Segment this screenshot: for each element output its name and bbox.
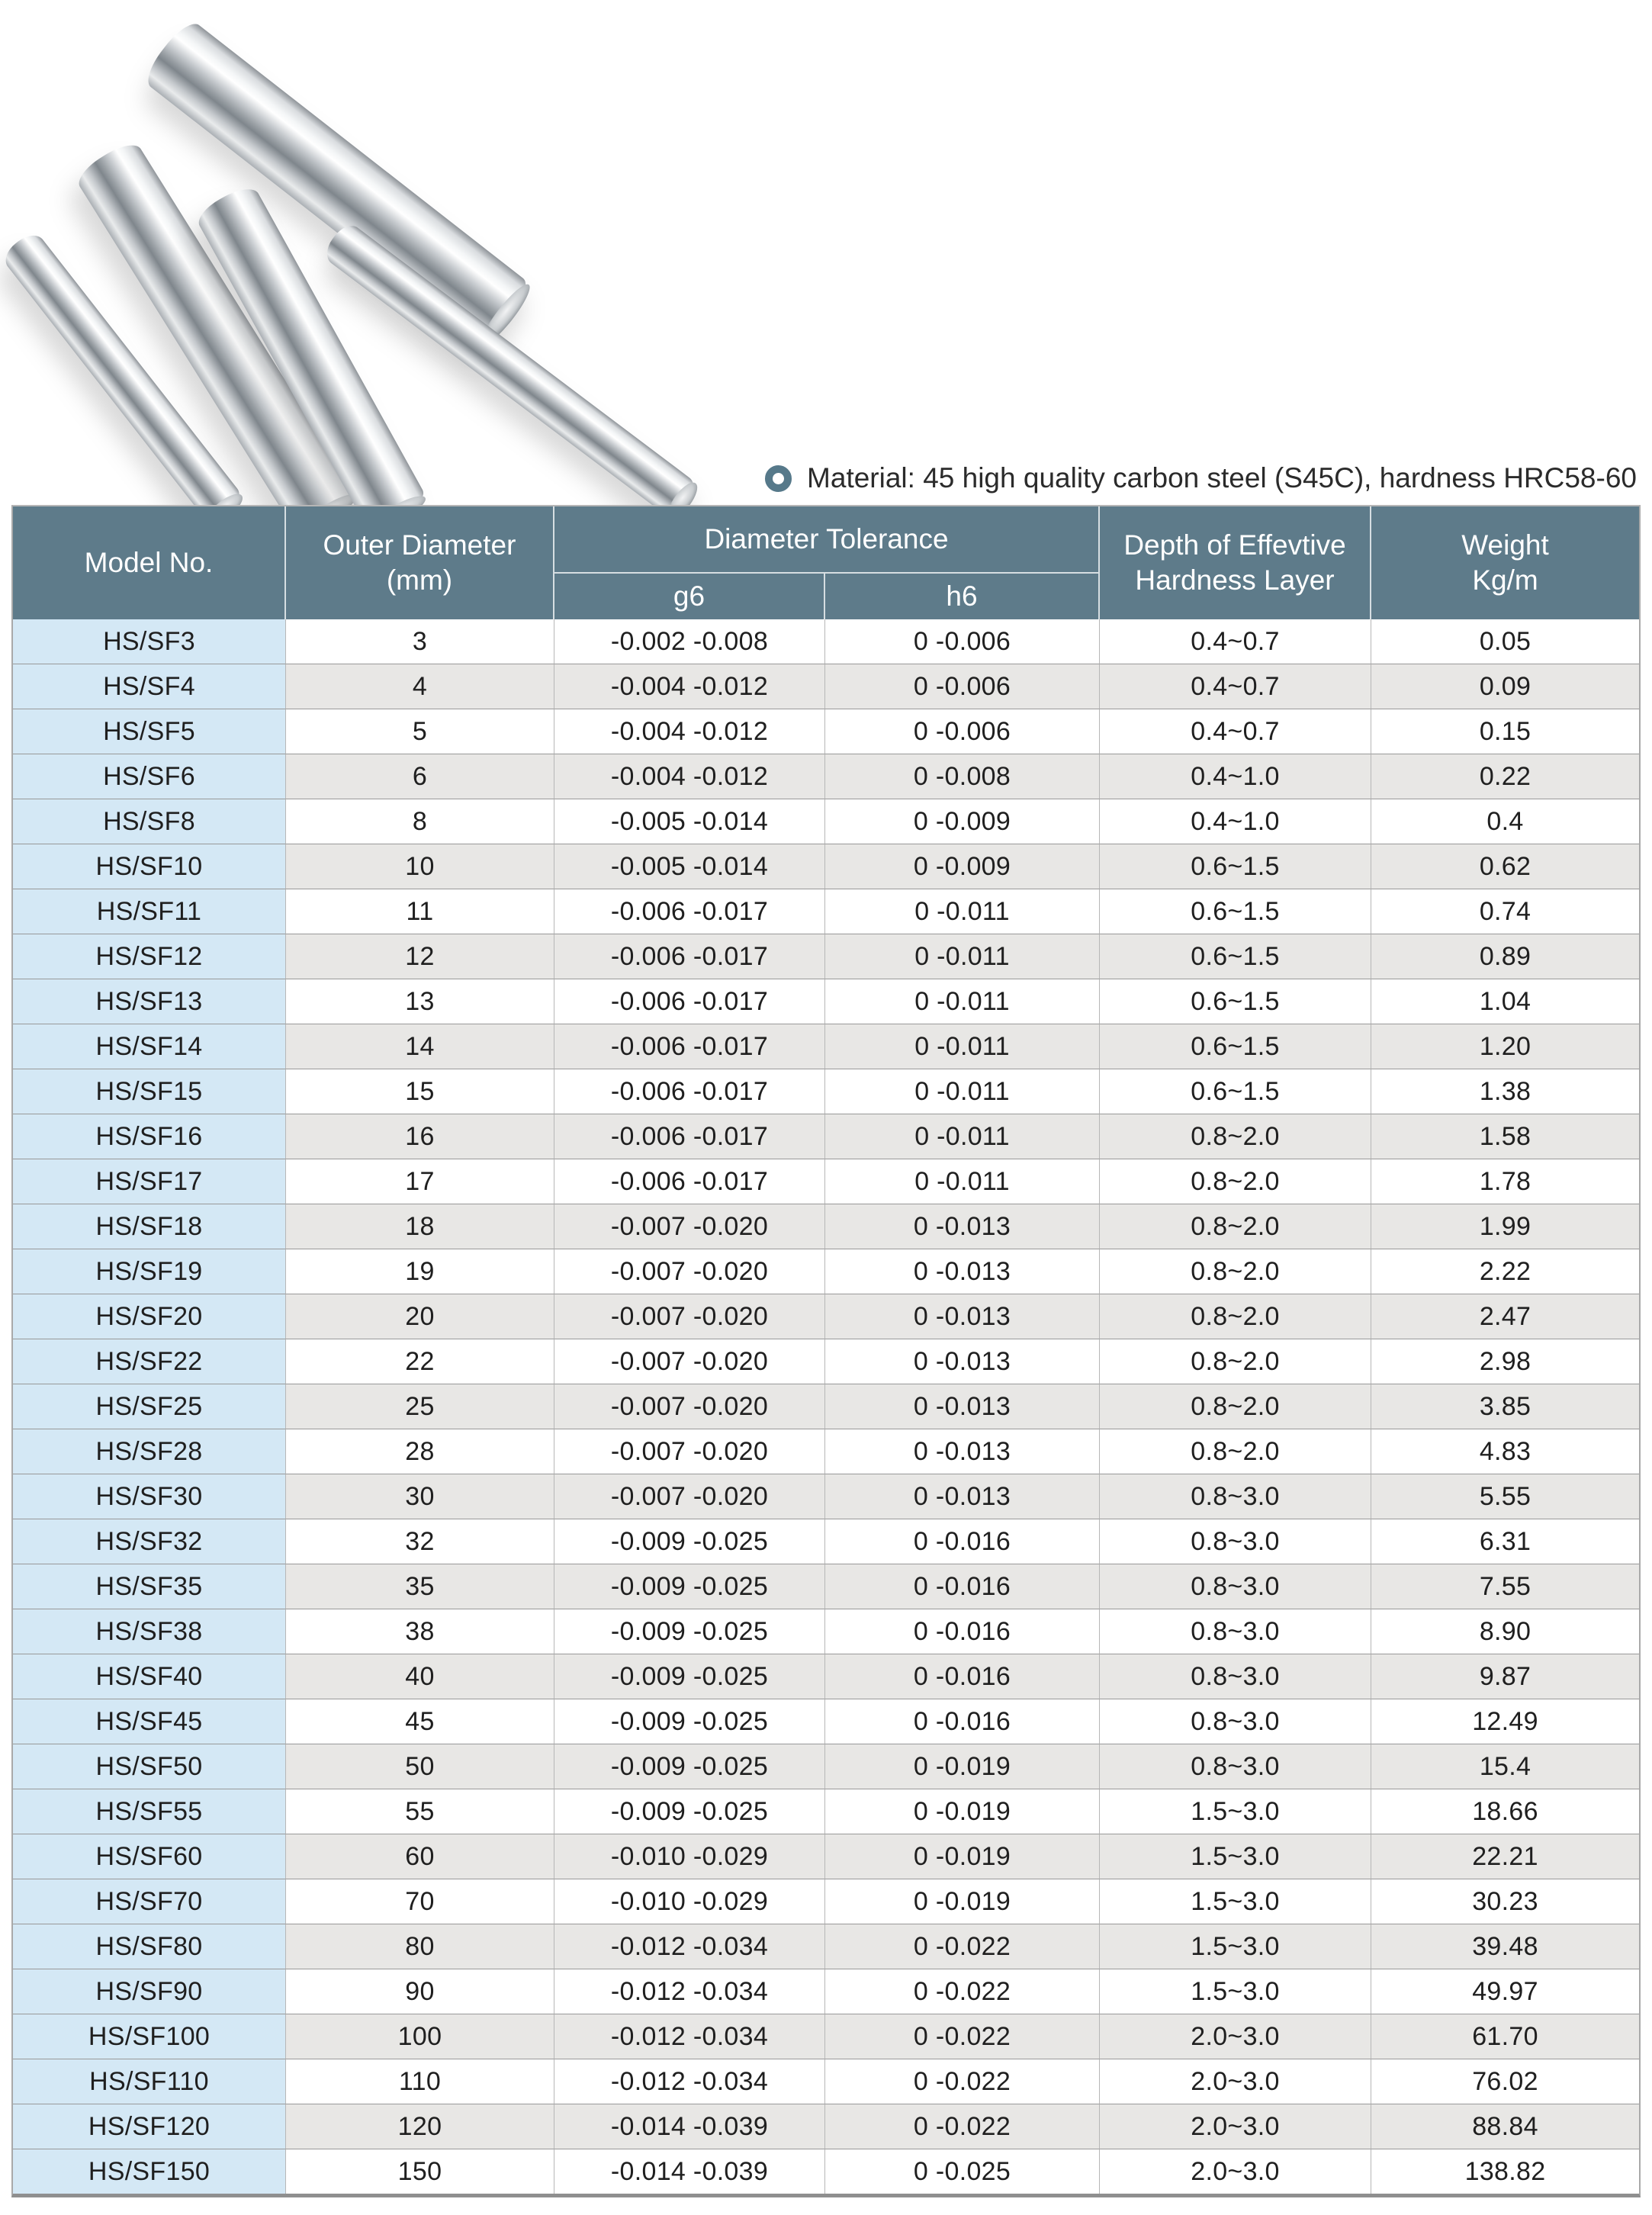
tolerance-h6-cell: 0 -0.011 [825,1024,1100,1069]
tolerance-g6-cell: -0.004 -0.012 [554,709,825,754]
weight-cell: 1.99 [1371,1204,1639,1249]
table-row [13,619,1639,664]
table-row [13,2014,1639,2059]
tolerance-h6-cell: 0 -0.016 [825,1699,1100,1744]
header-outer-diameter: Outer Diameter (mm) [286,506,554,619]
model-cell: HS/SF3 [13,619,286,664]
depth-cell: 1.5~3.0 [1100,1969,1371,2014]
tolerance-h6-cell: 0 -0.019 [825,1744,1100,1789]
tolerance-h6-cell: 0 -0.009 [825,799,1100,844]
tolerance-h6-cell: 0 -0.016 [825,1519,1100,1564]
weight-cell: 0.4 [1371,799,1639,844]
table-row [13,2149,1639,2194]
weight-cell: 88.84 [1371,2104,1639,2149]
tolerance-g6-cell: -0.007 -0.020 [554,1474,825,1519]
tolerance-g6-cell: -0.009 -0.025 [554,1699,825,1744]
tolerance-g6-cell: -0.009 -0.025 [554,1654,825,1699]
depth-cell: 2.0~3.0 [1100,2149,1371,2194]
table-row [13,1069,1639,1114]
tolerance-h6-cell: 0 -0.006 [825,664,1100,709]
outer-diameter-cell: 45 [286,1699,554,1744]
table-row [13,1294,1639,1339]
model-cell: HS/SF13 [13,979,286,1024]
model-cell: HS/SF38 [13,1609,286,1654]
weight-cell: 1.78 [1371,1159,1639,1204]
tolerance-h6-cell: 0 -0.022 [825,1924,1100,1969]
spec-table-frame [11,505,1641,2197]
depth-cell: 1.5~3.0 [1100,1924,1371,1969]
table-row [13,1429,1639,1474]
depth-cell: 1.5~3.0 [1100,1789,1371,1834]
weight-cell: 8.90 [1371,1609,1639,1654]
table-row [13,1384,1639,1429]
outer-diameter-cell: 28 [286,1429,554,1474]
header-weight: Weight Kg/m [1371,506,1639,619]
weight-cell: 0.62 [1371,844,1639,889]
depth-cell: 1.5~3.0 [1100,1834,1371,1879]
outer-diameter-cell: 8 [286,799,554,844]
tolerance-h6-cell: 0 -0.013 [825,1294,1100,1339]
table-row [13,1564,1639,1609]
table-row [13,1834,1639,1879]
tolerance-h6-cell: 0 -0.022 [825,1969,1100,2014]
outer-diameter-cell: 110 [286,2059,554,2104]
model-cell: HS/SF14 [13,1024,286,1069]
product-photo-steel-shafts [0,0,732,519]
weight-cell: 2.98 [1371,1339,1639,1384]
model-cell: HS/SF5 [13,709,286,754]
model-cell: HS/SF80 [13,1924,286,1969]
model-cell: HS/SF20 [13,1294,286,1339]
model-cell: HS/SF4 [13,664,286,709]
depth-cell: 0.6~1.5 [1100,1024,1371,1069]
tolerance-g6-cell: -0.007 -0.020 [554,1429,825,1474]
tolerance-h6-cell: 0 -0.013 [825,1474,1100,1519]
depth-cell: 0.6~1.5 [1100,889,1371,934]
tolerance-g6-cell: -0.007 -0.020 [554,1339,825,1384]
outer-diameter-cell: 50 [286,1744,554,1789]
tolerance-h6-cell: 0 -0.025 [825,2149,1100,2194]
tolerance-g6-cell: -0.004 -0.012 [554,754,825,799]
weight-cell: 0.09 [1371,664,1639,709]
tolerance-g6-cell: -0.006 -0.017 [554,1069,825,1114]
tolerance-g6-cell: -0.006 -0.017 [554,1114,825,1159]
table-row [13,1114,1639,1159]
weight-cell: 4.83 [1371,1429,1639,1474]
depth-cell: 0.8~2.0 [1100,1294,1371,1339]
depth-cell: 0.8~2.0 [1100,1204,1371,1249]
weight-cell: 3.85 [1371,1384,1639,1429]
depth-cell: 0.8~3.0 [1100,1609,1371,1654]
tolerance-g6-cell: -0.009 -0.025 [554,1519,825,1564]
outer-diameter-cell: 15 [286,1069,554,1114]
weight-cell: 6.31 [1371,1519,1639,1564]
weight-cell: 0.15 [1371,709,1639,754]
tolerance-h6-cell: 0 -0.022 [825,2104,1100,2149]
weight-cell: 18.66 [1371,1789,1639,1834]
tolerance-g6-cell: -0.005 -0.014 [554,799,825,844]
outer-diameter-cell: 120 [286,2104,554,2149]
tolerance-h6-cell: 0 -0.016 [825,1609,1100,1654]
table-row [13,1744,1639,1789]
model-cell: HS/SF25 [13,1384,286,1429]
tolerance-h6-cell: 0 -0.019 [825,1879,1100,1924]
model-cell: HS/SF19 [13,1249,286,1294]
weight-cell: 0.74 [1371,889,1639,934]
tolerance-h6-cell: 0 -0.022 [825,2014,1100,2059]
tolerance-h6-cell: 0 -0.013 [825,1339,1100,1384]
model-cell: HS/SF60 [13,1834,286,1879]
depth-cell: 0.4~1.0 [1100,754,1371,799]
model-cell: HS/SF10 [13,844,286,889]
model-cell: HS/SF50 [13,1744,286,1789]
model-cell: HS/SF40 [13,1654,286,1699]
outer-diameter-cell: 22 [286,1339,554,1384]
table-row [13,1204,1639,1249]
tolerance-h6-cell: 0 -0.011 [825,889,1100,934]
tolerance-g6-cell: -0.010 -0.029 [554,1879,825,1924]
outer-diameter-cell: 55 [286,1789,554,1834]
depth-cell: 0.6~1.5 [1100,844,1371,889]
table-row [13,1024,1639,1069]
tolerance-h6-cell: 0 -0.011 [825,1159,1100,1204]
weight-cell: 0.05 [1371,619,1639,664]
tolerance-g6-cell: -0.006 -0.017 [554,1024,825,1069]
table-row [13,1249,1639,1294]
header-tolerance-g6: g6 [554,574,825,619]
ring-bullet-icon [765,465,792,492]
tolerance-g6-cell: -0.006 -0.017 [554,1159,825,1204]
table-row [13,889,1639,934]
model-cell: HS/SF55 [13,1789,286,1834]
weight-cell: 1.04 [1371,979,1639,1024]
tolerance-g6-cell: -0.009 -0.025 [554,1609,825,1654]
tolerance-g6-cell: -0.007 -0.020 [554,1384,825,1429]
tolerance-g6-cell: -0.005 -0.014 [554,844,825,889]
weight-cell: 5.55 [1371,1474,1639,1519]
table-row [13,1159,1639,1204]
tolerance-g6-cell: -0.002 -0.008 [554,619,825,664]
outer-diameter-cell: 30 [286,1474,554,1519]
model-cell: HS/SF16 [13,1114,286,1159]
tolerance-h6-cell: 0 -0.011 [825,979,1100,1024]
tolerance-g6-cell: -0.006 -0.017 [554,979,825,1024]
weight-cell: 61.70 [1371,2014,1639,2059]
depth-cell: 0.8~3.0 [1100,1519,1371,1564]
tolerance-g6-cell: -0.006 -0.017 [554,934,825,979]
model-cell: HS/SF35 [13,1564,286,1609]
outer-diameter-cell: 38 [286,1609,554,1654]
outer-diameter-cell: 70 [286,1879,554,1924]
tolerance-g6-cell: -0.009 -0.025 [554,1789,825,1834]
weight-cell: 76.02 [1371,2059,1639,2104]
tolerance-h6-cell: 0 -0.013 [825,1204,1100,1249]
tolerance-g6-cell: -0.006 -0.017 [554,889,825,934]
tolerance-g6-cell: -0.007 -0.020 [554,1204,825,1249]
tolerance-g6-cell: -0.004 -0.012 [554,664,825,709]
model-cell: HS/SF150 [13,2149,286,2194]
weight-cell: 12.49 [1371,1699,1639,1744]
tolerance-g6-cell: -0.010 -0.029 [554,1834,825,1879]
table-row [13,1789,1639,1834]
depth-cell: 0.4~0.7 [1100,709,1371,754]
outer-diameter-cell: 17 [286,1159,554,1204]
outer-diameter-cell: 6 [286,754,554,799]
spec-table-header [13,506,1639,619]
material-note-text: Material: 45 high quality carbon steel (S45C), hardness HRC58-60 [807,462,1637,493]
depth-cell: 0.6~1.5 [1100,934,1371,979]
model-cell: HS/SF17 [13,1159,286,1204]
model-cell: HS/SF30 [13,1474,286,1519]
header-tolerance-h6: h6 [825,574,1100,619]
model-cell: HS/SF12 [13,934,286,979]
depth-cell: 2.0~3.0 [1100,2104,1371,2149]
model-cell: HS/SF15 [13,1069,286,1114]
weight-cell: 15.4 [1371,1744,1639,1789]
weight-cell: 2.22 [1371,1249,1639,1294]
model-cell: HS/SF45 [13,1699,286,1744]
depth-cell: 0.8~3.0 [1100,1564,1371,1609]
tolerance-h6-cell: 0 -0.013 [825,1249,1100,1294]
material-note [765,462,1637,494]
tolerance-g6-cell: -0.014 -0.039 [554,2149,825,2194]
outer-diameter-cell: 12 [286,934,554,979]
weight-cell: 49.97 [1371,1969,1639,2014]
model-cell: HS/SF11 [13,889,286,934]
table-row [13,1609,1639,1654]
depth-cell: 0.8~3.0 [1100,1699,1371,1744]
depth-cell: 0.8~2.0 [1100,1114,1371,1159]
spec-table-body [13,619,1639,2194]
tolerance-g6-cell: -0.007 -0.020 [554,1294,825,1339]
outer-diameter-cell: 4 [286,664,554,709]
outer-diameter-cell: 100 [286,2014,554,2059]
weight-cell: 1.58 [1371,1114,1639,1159]
outer-diameter-cell: 40 [286,1654,554,1699]
spec-table [13,506,1639,2194]
outer-diameter-cell: 25 [286,1384,554,1429]
depth-cell: 1.5~3.0 [1100,1879,1371,1924]
outer-diameter-cell: 80 [286,1924,554,1969]
weight-cell: 1.20 [1371,1024,1639,1069]
table-row [13,709,1639,754]
tolerance-h6-cell: 0 -0.006 [825,709,1100,754]
outer-diameter-cell: 35 [286,1564,554,1609]
weight-cell: 22.21 [1371,1834,1639,1879]
tolerance-h6-cell: 0 -0.009 [825,844,1100,889]
tolerance-g6-cell: -0.014 -0.039 [554,2104,825,2149]
tolerance-h6-cell: 0 -0.019 [825,1789,1100,1834]
tolerance-h6-cell: 0 -0.016 [825,1564,1100,1609]
tolerance-g6-cell: -0.009 -0.025 [554,1744,825,1789]
outer-diameter-cell: 32 [286,1519,554,1564]
tolerance-h6-cell: 0 -0.022 [825,2059,1100,2104]
tolerance-h6-cell: 0 -0.011 [825,1114,1100,1159]
tolerance-h6-cell: 0 -0.013 [825,1384,1100,1429]
weight-cell: 2.47 [1371,1294,1639,1339]
tolerance-g6-cell: -0.009 -0.025 [554,1564,825,1609]
depth-cell: 0.8~2.0 [1100,1429,1371,1474]
outer-diameter-cell: 16 [286,1114,554,1159]
depth-cell: 0.8~2.0 [1100,1159,1371,1204]
model-cell: HS/SF22 [13,1339,286,1384]
tolerance-g6-cell: -0.012 -0.034 [554,1924,825,1969]
model-cell: HS/SF120 [13,2104,286,2149]
table-row [13,2104,1639,2149]
tolerance-h6-cell: 0 -0.011 [825,934,1100,979]
outer-diameter-cell: 18 [286,1204,554,1249]
weight-cell: 39.48 [1371,1924,1639,1969]
header-model: Model No. [13,506,286,619]
outer-diameter-cell: 60 [286,1834,554,1879]
model-cell: HS/SF110 [13,2059,286,2104]
tolerance-g6-cell: -0.012 -0.034 [554,1969,825,2014]
tolerance-h6-cell: 0 -0.013 [825,1429,1100,1474]
model-cell: HS/SF90 [13,1969,286,2014]
weight-cell: 0.22 [1371,754,1639,799]
outer-diameter-cell: 19 [286,1249,554,1294]
tolerance-g6-cell: -0.012 -0.034 [554,2014,825,2059]
model-cell: HS/SF28 [13,1429,286,1474]
weight-cell: 1.38 [1371,1069,1639,1114]
tolerance-g6-cell: -0.012 -0.034 [554,2059,825,2104]
table-row [13,979,1639,1024]
tolerance-h6-cell: 0 -0.006 [825,619,1100,664]
table-row [13,664,1639,709]
model-cell: HS/SF32 [13,1519,286,1564]
depth-cell: 0.4~1.0 [1100,799,1371,844]
weight-cell: 138.82 [1371,2149,1639,2194]
model-cell: HS/SF70 [13,1879,286,1924]
outer-diameter-cell: 11 [286,889,554,934]
table-row [13,1969,1639,2014]
model-cell: HS/SF6 [13,754,286,799]
weight-cell: 0.89 [1371,934,1639,979]
header-diameter-tolerance-group: Diameter Tolerance [554,506,1100,574]
outer-diameter-cell: 150 [286,2149,554,2194]
weight-cell: 7.55 [1371,1564,1639,1609]
depth-cell: 0.4~0.7 [1100,664,1371,709]
tolerance-g6-cell: -0.007 -0.020 [554,1249,825,1294]
outer-diameter-cell: 3 [286,619,554,664]
depth-cell: 0.6~1.5 [1100,1069,1371,1114]
table-row [13,1519,1639,1564]
table-row [13,844,1639,889]
outer-diameter-cell: 13 [286,979,554,1024]
table-row [13,754,1639,799]
depth-cell: 2.0~3.0 [1100,2059,1371,2104]
table-row [13,1879,1639,1924]
weight-cell: 9.87 [1371,1654,1639,1699]
depth-cell: 0.6~1.5 [1100,979,1371,1024]
outer-diameter-cell: 10 [286,844,554,889]
table-row [13,1924,1639,1969]
model-cell: HS/SF100 [13,2014,286,2059]
depth-cell: 0.8~2.0 [1100,1339,1371,1384]
depth-cell: 0.8~3.0 [1100,1654,1371,1699]
tolerance-h6-cell: 0 -0.011 [825,1069,1100,1114]
table-row [13,1474,1639,1519]
depth-cell: 0.8~3.0 [1100,1474,1371,1519]
depth-cell: 0.4~0.7 [1100,619,1371,664]
depth-cell: 0.8~2.0 [1100,1384,1371,1429]
tolerance-h6-cell: 0 -0.016 [825,1654,1100,1699]
table-row [13,799,1639,844]
depth-cell: 2.0~3.0 [1100,2014,1371,2059]
table-row [13,934,1639,979]
weight-cell: 30.23 [1371,1879,1639,1924]
tolerance-h6-cell: 0 -0.008 [825,754,1100,799]
tolerance-h6-cell: 0 -0.019 [825,1834,1100,1879]
depth-cell: 0.8~3.0 [1100,1744,1371,1789]
table-row [13,1699,1639,1744]
model-cell: HS/SF8 [13,799,286,844]
outer-diameter-cell: 14 [286,1024,554,1069]
header-depth-hardness: Depth of Effevtive Hardness Layer [1100,506,1371,619]
outer-diameter-cell: 20 [286,1294,554,1339]
depth-cell: 0.8~2.0 [1100,1249,1371,1294]
outer-diameter-cell: 90 [286,1969,554,2014]
table-row [13,1339,1639,1384]
table-row [13,1654,1639,1699]
model-cell: HS/SF18 [13,1204,286,1249]
outer-diameter-cell: 5 [286,709,554,754]
table-row [13,2059,1639,2104]
